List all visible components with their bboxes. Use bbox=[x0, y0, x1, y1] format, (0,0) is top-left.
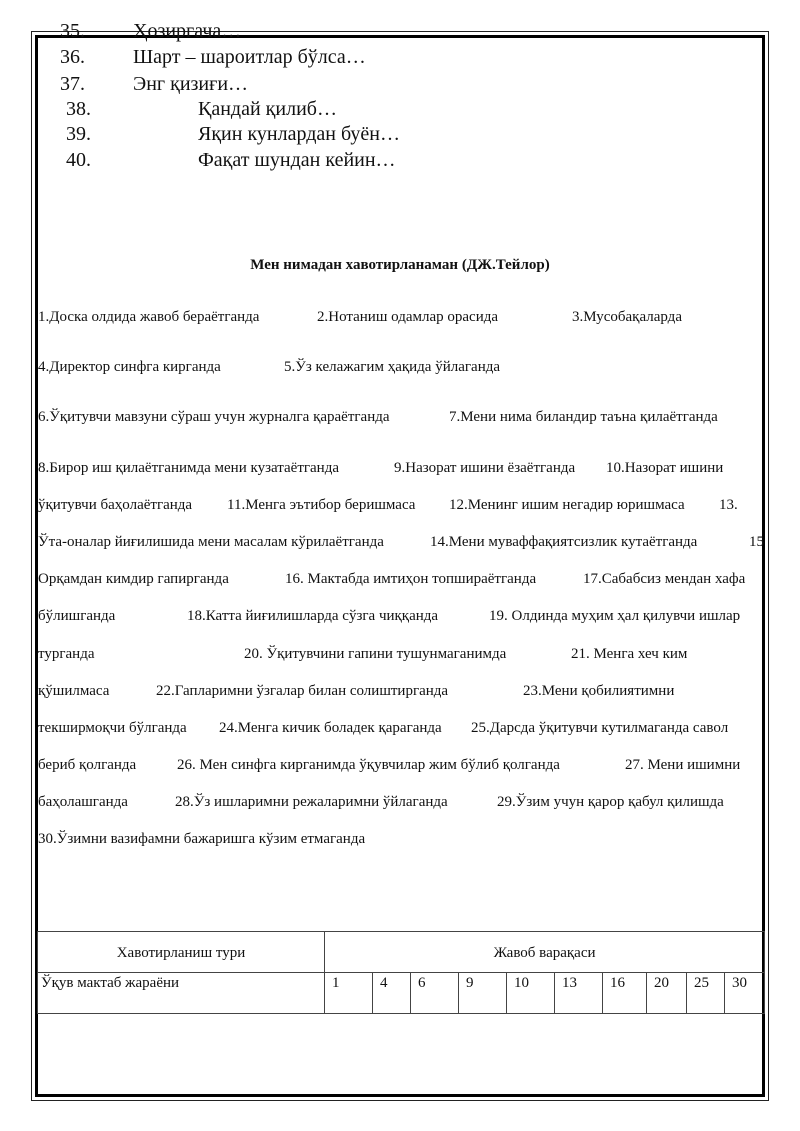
header-type-cell bbox=[38, 932, 325, 973]
answer-number: 20 bbox=[654, 975, 669, 991]
questionnaire-item: 29.Ўзим учун қарор қабул қилишда bbox=[497, 794, 724, 810]
questionnaire-item: 3.Мусобақаларда bbox=[572, 309, 682, 325]
questionnaire-title: Мен нимадан хавотирланаман (ДЖ.Тейлор) bbox=[250, 257, 550, 273]
questionnaire-item: бўлишганда bbox=[38, 608, 116, 624]
questionnaire-item: 12.Менинг ишим негадир юришмаса bbox=[449, 497, 685, 513]
list-item-text: Қандай қилиб… bbox=[198, 98, 337, 120]
questionnaire-item: 26. Мен синфга кирганимда ўқувчилар жим бўлиб қолганда bbox=[177, 757, 560, 773]
questionnaire-item: 9.Назорат ишини ёзаётганда bbox=[394, 460, 576, 476]
list-item-number: 35. bbox=[60, 20, 85, 42]
questionnaire-item: 30.Ўзимни вазифамни бажаришга кўзим етмаганда bbox=[38, 831, 366, 847]
list-item-text: Ҳозиргача… bbox=[133, 20, 242, 42]
questionnaire-item: 27. Мени ишимни bbox=[625, 757, 741, 773]
questionnaire-item: Ўта-оналар йиғилишида мени масалам кўрилаётганда bbox=[38, 534, 384, 550]
questionnaire-item: 22.Гапларимни ўзгалар билан солиштирганда bbox=[156, 683, 449, 699]
answer-number: 9 bbox=[466, 975, 474, 991]
questionnaire-item: 21. Менга хеч ким bbox=[571, 646, 688, 662]
questionnaire-item: 23.Мени қобилиятимни bbox=[523, 683, 675, 699]
header-type-label: Хавотирланиш тури bbox=[116, 944, 246, 961]
header-answer-cell bbox=[325, 932, 765, 973]
answer-number: 25 bbox=[694, 975, 709, 991]
list-item-number: 37. bbox=[60, 73, 85, 95]
answer-number-cell bbox=[325, 973, 373, 1014]
answer-number-cell bbox=[555, 973, 603, 1014]
answer-table-row bbox=[38, 973, 765, 1014]
questionnaire-item: турганда bbox=[38, 646, 95, 662]
questionnaire-item: 2.Нотаниш одамлар орасида bbox=[317, 309, 499, 325]
answer-number-cell bbox=[647, 973, 687, 1014]
questionnaire-item: 17.Сабабсиз мендан хафа bbox=[583, 571, 746, 587]
list-item-text: Яқин кунлардан буён… bbox=[198, 123, 400, 145]
answer-number-cell bbox=[603, 973, 647, 1014]
list-item-number: 40. bbox=[66, 149, 91, 171]
questionnaire-item: 8.Бирор иш қилаётганимда мени кузатаётганда bbox=[38, 460, 339, 476]
questionnaire-item: 25.Дарсда ўқитувчи кутилмаганда савол bbox=[471, 720, 729, 736]
questionnaire-item: 6.Ўқитувчи мавзуни сўраш учун журналга қараётганда bbox=[38, 409, 390, 425]
questionnaire-item: 13. bbox=[719, 497, 738, 513]
questionnaire-item: 5.Ўз келажагим ҳақида ўйлаганда bbox=[284, 359, 501, 375]
list-item-text: Шарт – шароитлар бўлса… bbox=[133, 46, 366, 68]
answer-number: 10 bbox=[514, 975, 529, 991]
questionnaire-item: 24.Менга кичик боладек қараганда bbox=[219, 720, 442, 736]
questionnaire-item: 4.Директор синфга кирганда bbox=[38, 359, 221, 375]
questionnaire-item: 11.Менга эътибор беришмаса bbox=[227, 497, 416, 513]
answer-number: 13 bbox=[562, 975, 577, 991]
answer-number-cell bbox=[687, 973, 725, 1014]
questionnaire-item: 16. Мактабда имтиҳон топшираётганда bbox=[285, 571, 537, 587]
list-item-text: Фақат шундан кейин… bbox=[198, 149, 396, 171]
row-label: Ўқув мактаб жараёни bbox=[41, 975, 180, 991]
header-answer-label: Жавоб варақаси bbox=[493, 944, 596, 961]
answer-number-cell bbox=[373, 973, 411, 1014]
answer-table-header-row bbox=[38, 932, 765, 973]
list-item-number: 39. bbox=[66, 123, 91, 145]
answer-number: 6 bbox=[418, 975, 426, 991]
answer-table bbox=[37, 931, 765, 1014]
row-label-cell bbox=[38, 973, 325, 1014]
list-item-number: 36. bbox=[60, 46, 85, 68]
questionnaire-item: қўшилмаса bbox=[38, 683, 110, 699]
questionnaire-item: 20. Ўқитувчини гапини тушунмаганимда bbox=[244, 646, 507, 662]
questionnaire-item: 1.Доска олдида жавоб бераётганда bbox=[38, 309, 260, 325]
questionnaire-item: текширмоқчи бўлганда bbox=[38, 720, 187, 736]
questionnaire-item: ўқитувчи баҳолаётганда bbox=[38, 497, 193, 513]
answer-number-cell bbox=[411, 973, 459, 1014]
questionnaire-item: баҳолашганда bbox=[38, 794, 128, 810]
answer-number: 30 bbox=[732, 975, 747, 991]
questionnaire-item: Орқамдан кимдир гапирганда bbox=[38, 571, 229, 587]
answer-number-cell bbox=[725, 973, 765, 1014]
questionnaire-item: 7.Мени нима биландир таъна қилаётганда bbox=[449, 409, 718, 425]
questionnaire-item: 14.Мени муваффақиятсизлик кутаётганда bbox=[430, 534, 698, 550]
questionnaire-item: 10.Назорат ишини bbox=[606, 460, 724, 476]
answer-number-cell bbox=[507, 973, 555, 1014]
list-item-number: 38. bbox=[66, 98, 91, 120]
answer-number: 16 bbox=[610, 975, 625, 991]
questionnaire-item: 18.Катта йиғилишларда сўзга чиққанда bbox=[187, 608, 439, 624]
answer-number-cell bbox=[459, 973, 507, 1014]
questionnaire-item: бериб қолганда bbox=[38, 757, 137, 773]
answer-number: 4 bbox=[380, 975, 388, 991]
list-item-text: Энг қизиғи… bbox=[133, 73, 249, 95]
answer-number: 1 bbox=[332, 975, 340, 991]
questionnaire-item: 19. Олдинда муҳим ҳал қилувчи ишлар bbox=[489, 608, 741, 624]
questionnaire-item: 15 bbox=[749, 534, 764, 550]
questionnaire-item: 28.Ўз ишларимни режаларимни ўйлаганда bbox=[175, 794, 448, 810]
